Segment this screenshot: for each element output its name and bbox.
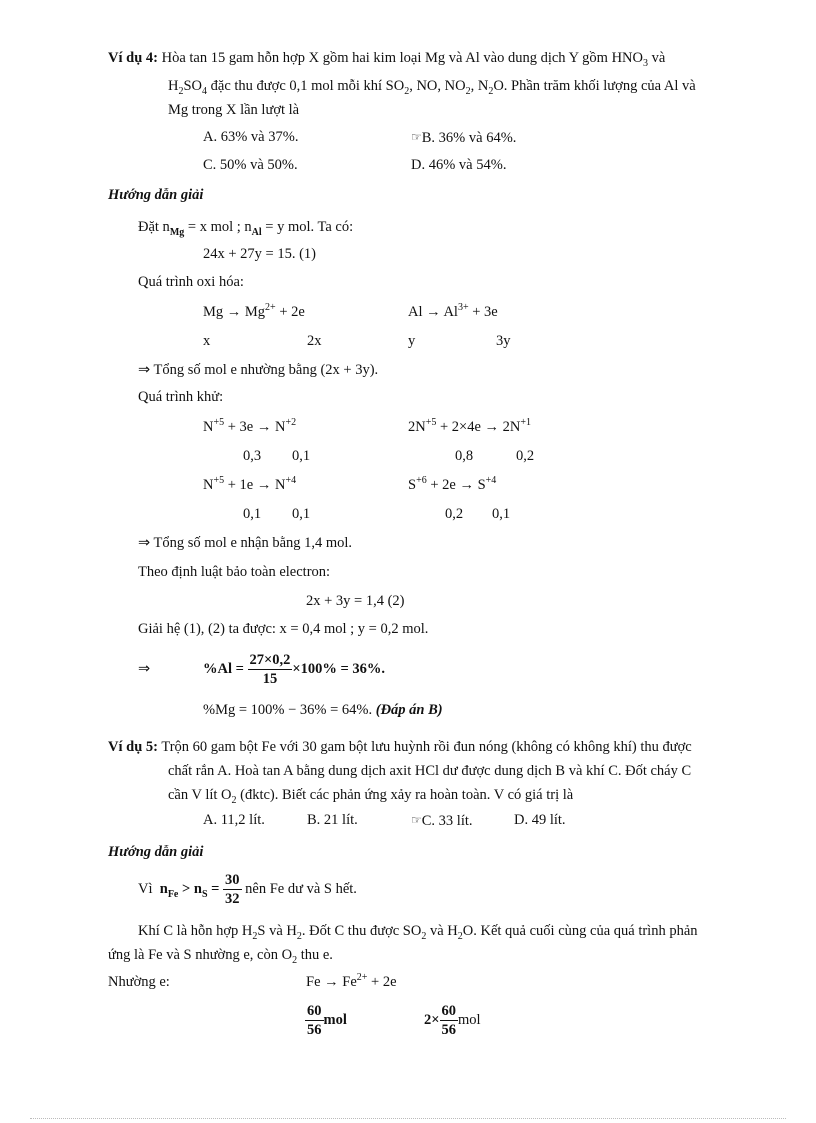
fe-mole-fraction: $\frac{60}{56}$ — [307, 1003, 322, 1039]
option-a[interactable]: A. 11,2 lít. — [203, 812, 265, 828]
page-bottom-divider — [30, 1118, 786, 1119]
value: 0,3 — [243, 448, 262, 464]
value: 0,1 — [243, 506, 262, 522]
value: 0,2 — [445, 506, 464, 522]
electrons-received-total: ⇒ Tổng số mol e nhận bằng 1,4 mol. — [138, 535, 353, 551]
al-electrons: 3y — [496, 333, 511, 349]
option-b[interactable]: B. 21 lít. — [307, 812, 358, 828]
al-oxidation: $Al \to Al^{3+} + 3e$ — [408, 302, 498, 320]
reduction-so2: $S^{+6} + 2e \to S^{+4}$ — [408, 475, 497, 493]
fe-electron-fraction: $\frac{60}{56}$ — [441, 1003, 457, 1039]
arrow-symbol: ⇒ — [138, 661, 151, 677]
because-statement: Vì $n_{Fe} > n_S$ = $\frac{30}{32}$ nên Fe dư và S hết. — [138, 872, 357, 908]
guide-title-1: Hướng dẫn giải — [108, 187, 204, 203]
example-4-line-1: Ví dụ 4: Hòa tan 15 gam hỗn hợp X gồm hai kim loại Mg và Al vào dung dịch Y gồm $HNO_3$ và — [108, 50, 666, 69]
option-a[interactable]: A. 63% và 37%. — [203, 129, 299, 145]
equation-1: 24x + 27y = 15. (1) — [203, 246, 317, 262]
mg-moles: x — [203, 333, 211, 349]
reduction-no2: $N^{+5} + 1e \to N^{+4}$ — [203, 475, 297, 493]
set-variables: Đặt $n_{Mg} = x$ mol ; $n_{Al} = y$ mol. Ta có: — [138, 219, 354, 238]
example-5-line-3: cần V lít $O_2$ (đktc). Biết các phản ứng xảy ra hoàn toàn. V có giá trị là — [168, 787, 574, 806]
oxidation-title: Quá trình oxi hóa: — [138, 274, 244, 290]
option-c[interactable]: C. 50% và 50%. — [203, 157, 298, 173]
value: 0,1 — [492, 506, 511, 522]
value: 0,2 — [516, 448, 535, 464]
give-electrons-label: Nhường e: — [108, 974, 170, 990]
example-4-line-3: Mg trong X lần lượt là — [168, 102, 300, 118]
option-c[interactable]: ☞C. 33 lít. — [411, 813, 473, 829]
option-b[interactable]: ☞B. 36% và 64%. — [411, 130, 517, 146]
reduction-title: Quá trình khử: — [138, 389, 224, 405]
reduction-no: $N^{+5} + 3e \to N^{+2}$ — [203, 417, 297, 435]
example-4-line-2: $H_2SO_4$ đặc thu được 0,1 mol mỗi khí $SO_2$, NO, $NO_2$, $N_2O$. Phần trăm khối lượng của Al và — [168, 78, 696, 97]
fe-electrons: 2× $\frac{60}{56}$ mol — [424, 1003, 481, 1039]
electron-summary: ứng là Fe và S nhường e, còn $O_2$ thu e. — [108, 947, 333, 966]
fe-moles: $\frac{60}{56}$ mol — [307, 1003, 347, 1039]
example-5-line-1: Ví dụ 5: Trộn 60 gam bột Fe với 30 gam bột lưu huỳnh rồi đun nóng (không có không khí) thu được — [108, 739, 692, 755]
mg-oxidation: $Mg \to Mg^{2+} + 2e$ — [203, 302, 305, 320]
mass-fraction: $\frac{30}{32}$ — [225, 872, 240, 908]
conservation-law: Theo định luật bảo toàn electron: — [138, 564, 331, 580]
example-4-label: Ví dụ 4: — [108, 50, 158, 66]
option-d[interactable]: D. 46% và 54%. — [411, 157, 507, 173]
example-5-label: Ví dụ 5: — [108, 739, 158, 755]
al-percent-formula: %Al = $\frac{27\times 0,2}{15}$ ×100% = 36%. — [203, 652, 386, 688]
fe-oxidation: $Fe \to Fe^{2+} + 2e$ — [306, 972, 397, 990]
value: 0,1 — [292, 506, 311, 522]
value: 0,8 — [455, 448, 474, 464]
gas-c-description: Khí C là hỗn hợp $H_2S$ và $H_2$. Đốt C thu được $SO_2$ và $H_2O$. Kết quả cuối cùng của quá trình phản — [138, 923, 698, 942]
reduction-n2o: $2N^{+5} + 2\times 4e \to 2N^{+1}$ — [408, 417, 532, 435]
example-5-line-2: chất rắn A. Hoà tan A bằng dung dịch axit HCl dư được dung dịch B và khí C. Đốt cháy C — [168, 763, 692, 779]
al-fraction: $\frac{27\times 0,2}{15}$ — [249, 652, 291, 688]
answer-mark-icon: ☞ — [411, 813, 422, 827]
answer-mark-icon: ☞ — [411, 130, 422, 144]
al-moles: y — [408, 333, 416, 349]
system-solution: Giải hệ (1), (2) ta được: x = 0,4 mol ; y = 0,2 mol. — [138, 621, 429, 637]
value: 0,1 — [292, 448, 311, 464]
guide-title-2: Hướng dẫn giải — [108, 844, 204, 860]
option-d[interactable]: D. 49 lít. — [514, 812, 566, 828]
mg-percent: %Mg = 100% − 36% = 64%. (Đáp án B) — [203, 702, 443, 718]
electrons-given-total: ⇒ Tổng số mol e nhường bằng (2x + 3y). — [138, 362, 379, 378]
answer-note: (Đáp án B) — [375, 702, 443, 718]
mg-electrons: 2x — [307, 333, 322, 349]
equation-2: 2x + 3y = 1,4 (2) — [306, 593, 405, 609]
